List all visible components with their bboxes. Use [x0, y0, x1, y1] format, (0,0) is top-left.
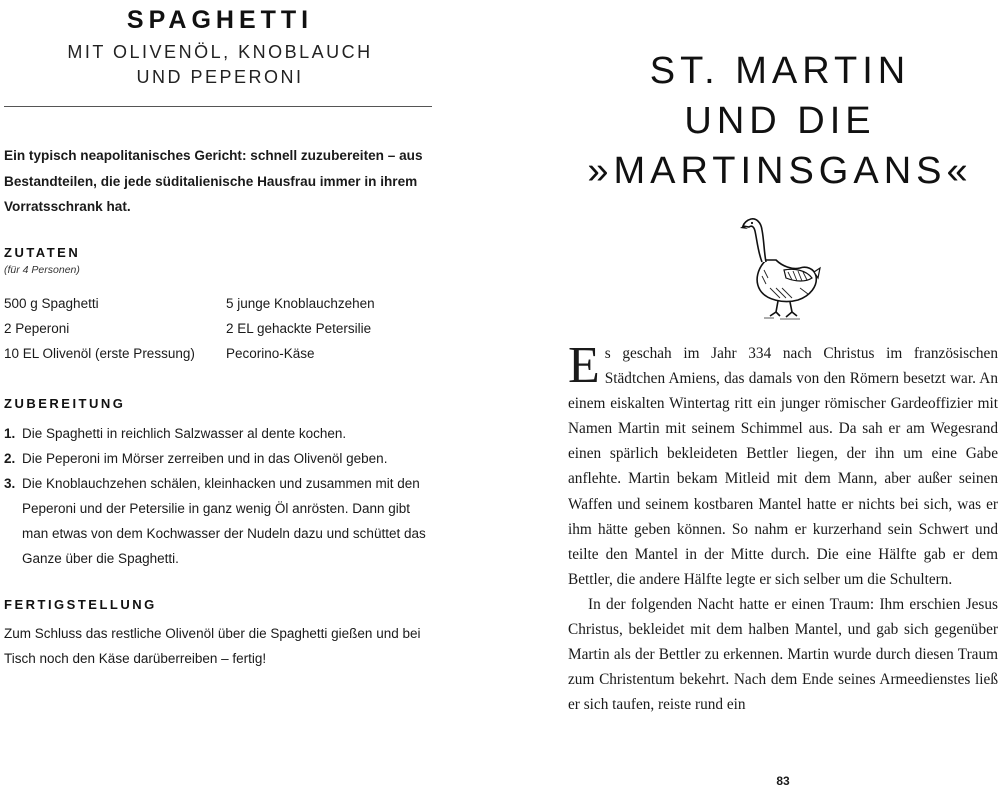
preparation-step [4, 446, 434, 471]
step-text: Die Peperoni im Mörser zerreiben und in das Olivenöl geben. [22, 451, 388, 466]
story-text [568, 337, 998, 717]
ingredient-item: 2 EL gehackte Petersilie [226, 321, 372, 336]
recipe-intro: Ein typisch neapolitanisches Gericht: schnell zuzubereiten – aus Bestandteilen, die jede süditalienische Hausfrau immer in ihrem Vorratsschrank hat. [4, 148, 423, 214]
recipe-title: SPAGHETTI [126, 6, 314, 34]
page-number: 83 [776, 774, 790, 788]
ingredients-heading: ZUTATEN [4, 245, 81, 260]
servings-note: (für 4 Personen) [4, 264, 80, 276]
right-page [560, 0, 1000, 800]
ingredient-item: 2 Peperoni [4, 321, 70, 336]
story-title-line3: »MARTINSGANS« [587, 150, 973, 192]
preparation-steps [4, 421, 434, 571]
ingredient-item: 5 junge Knoblauchzehen [226, 296, 375, 311]
goose-illustration [740, 208, 822, 320]
ingredient-item: 500 g Spaghetti [4, 296, 99, 311]
recipe-subtitle-line2: UND PEPERONI [136, 67, 304, 87]
title-divider [4, 106, 432, 107]
left-page [0, 0, 440, 800]
story-title-line2: UND DIE [684, 100, 876, 142]
step-text: Die Knoblauchzehen schälen, kleinhacken und zusammen mit den Peperoni und der Petersilie in ganz wenig Öl anrösten. Dann gibt man etwas von dem Kochwasser der Nudeln dazu und schüttet das Ganze über die Spaghetti. [22, 476, 426, 566]
ingredient-item: Pecorino-Käse [226, 346, 315, 361]
story-title-line1: ST. MARTIN [649, 50, 911, 92]
story-paragraph [568, 337, 998, 592]
step-number: 3. [4, 476, 16, 491]
story-paragraph-1-text: s geschah im Jahr 334 nach Christus im französischen Städtchen Amiens, das damals von den Römern besetzt war. An einem eiskalten Wintertag ritt ein junger römischer Gardeoffizier mit Namen Martin mit seinem Schimmel aus. Da sah er am Wegesrand einen spärlich bekleideten Bettler liegen, der ihn um eine Gabe anflehte. Martin bekam Mitleid mit dem Mann, aber außer seinen Waffen und seinem kostbaren Mantel hatte er nichts bei sich, was er ihm hätte geben können. So nahm er kurzerhand sein Schwert und teilte den Mantel in der Mitte durch. Die eine Hälfte gab er dem Bettler, die andere Hälfte legte er sich selber um die Schultern. [568, 345, 998, 588]
drop-cap: E [568, 337, 600, 394]
step-number: 1. [4, 426, 16, 441]
step-number: 2. [4, 451, 16, 466]
preparation-step [4, 471, 434, 571]
finishing-text: Zum Schluss das restliche Olivenöl über die Spaghetti gießen und bei Tisch noch den Käse darüberreiben – fertig! [4, 626, 421, 666]
preparation-step [4, 421, 434, 446]
preparation-heading: ZUBEREITUNG [4, 396, 126, 411]
finishing-heading: FERTIGSTELLUNG [4, 597, 157, 612]
story-paragraph-2-text: In der folgenden Nacht hatte er einen Traum: Ihm erschien Jesus Christus, bekleidet mit dem halben Mantel, und gab sich gegenüber Martin als der Bettler zu erkennen. Martin wurde durch diesen Traum zum Christentum bekehrt. Nach dem Ende seines Armeedienstes ließ er sich taufen, reiste rund ein [568, 595, 998, 714]
recipe-subtitle-line1: MIT OLIVENÖL, KNOBLAUCH [67, 42, 373, 62]
ingredient-item: 10 EL Olivenöl (erste Pressung) [4, 346, 195, 361]
step-text: Die Spaghetti in reichlich Salzwasser al dente kochen. [22, 426, 347, 441]
story-paragraph [568, 592, 998, 717]
